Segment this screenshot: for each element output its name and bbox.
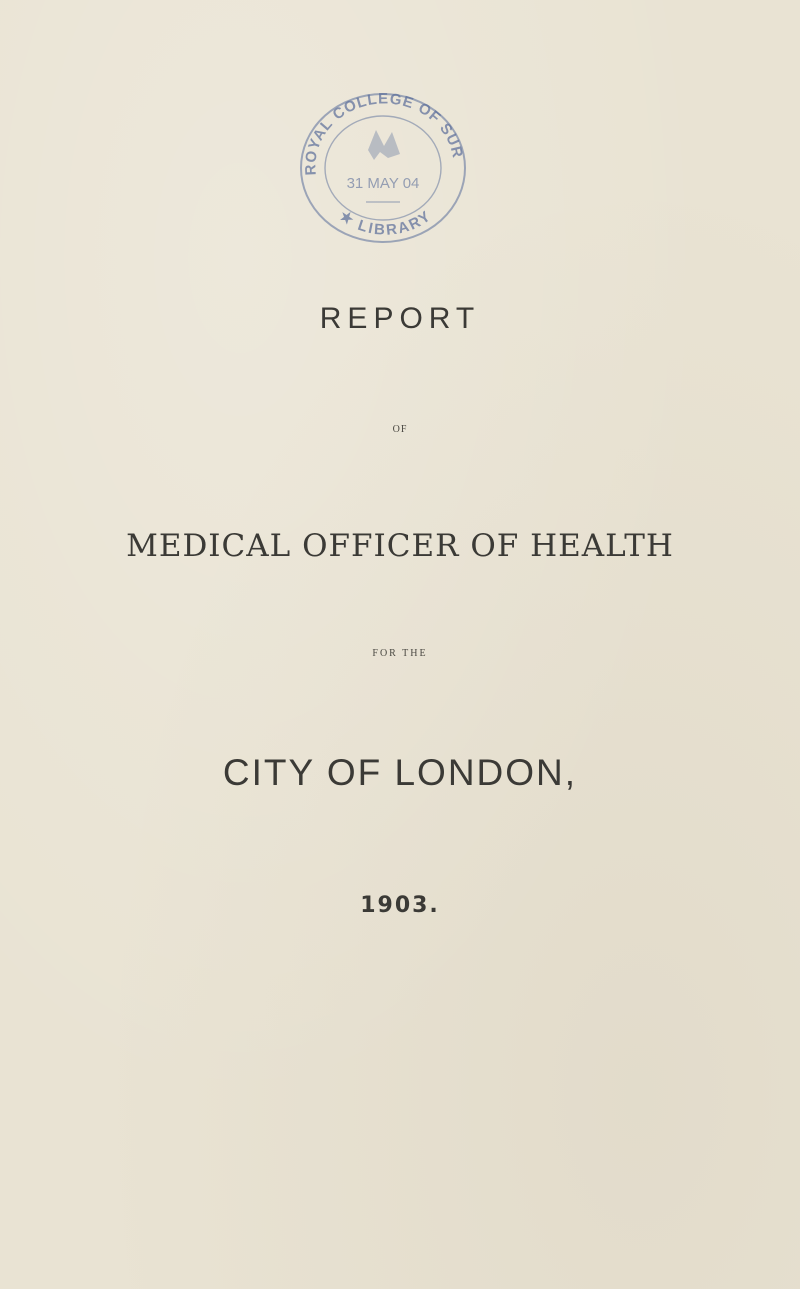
office-title: MEDICAL OFFICER OF HEALTH	[126, 528, 674, 564]
stamp-seal-icon	[288, 80, 478, 250]
library-stamp	[288, 80, 478, 250]
of-label: OF	[392, 424, 408, 435]
place-title: CITY OF LONDON,	[222, 752, 578, 793]
svg-text:ROYAL COLLEGE OF SURGEONS OF E: ROYAL COLLEGE OF SUR	[302, 90, 467, 176]
svg-text:★ LIBRARY ★: ★ LIBRARY	[336, 207, 435, 239]
report-heading: REPORT	[319, 302, 481, 335]
for-the-label: FOR THE	[372, 648, 428, 659]
report-year: 1903.	[360, 893, 440, 918]
stamp-date: 31 MAY 04	[346, 175, 420, 192]
